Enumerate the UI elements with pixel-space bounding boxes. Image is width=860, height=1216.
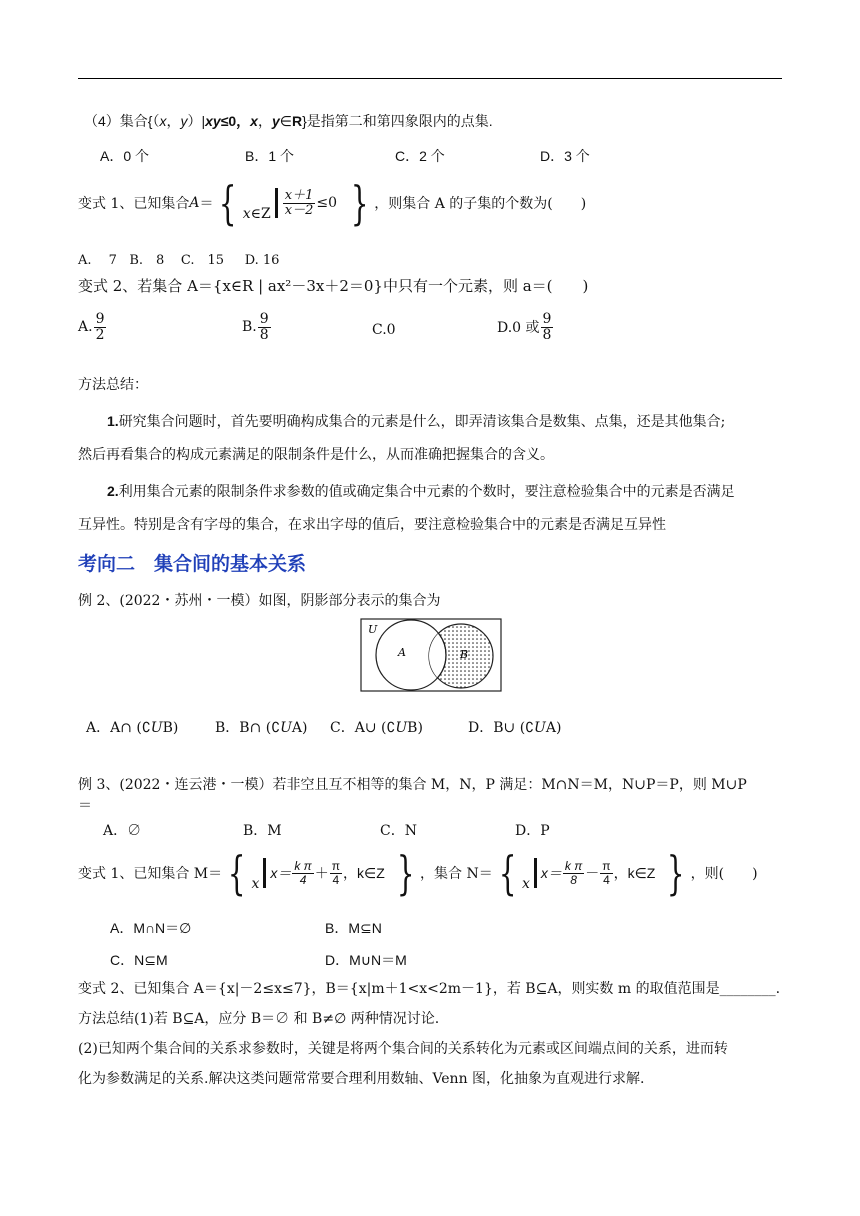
bs1-stem: 变式 1、已知集合 A ＝ { x∈Z $\frac{x+1}{x-2}$ ≤0 } ，则集合 A 的子集的个数为( ) [78, 176, 587, 230]
bs1b-option-c: C．N⊆M [110, 952, 168, 968]
ex2-stem: 例 2、(2022・苏州・一模）如图，阴影部分表示的集合为 [78, 593, 441, 609]
bs2-stem: 变式 2、若集合 A＝{x∈R | ax²－3x＋2＝0}中只有一个元素，则 a＝( ) [78, 277, 589, 295]
summary2-line1: 方法总结(1)若 B⊆A，应分 B＝∅ 和 B≠∅ 两种情况讨论. [78, 1011, 440, 1027]
venn-label-b: B [460, 648, 469, 661]
ex3-option-d: D．P [515, 823, 550, 839]
bs2-option-d: D.0 或 $\frac{9}{8}$ [497, 311, 552, 343]
bs1b-option-a: A．M∩N＝∅ [110, 920, 192, 936]
ex3-option-c: C．N [380, 823, 417, 839]
header-rule [78, 78, 782, 79]
ex3-option-a: A．∅ [103, 823, 142, 839]
bs2-option-b: B. $\frac{9}{8}$ [242, 311, 269, 343]
q4-option-b: B．1 个 [245, 148, 295, 164]
ex2-option-c: C．A∪ (∁𝑈B) [330, 720, 423, 736]
q4-option-c: C．2 个 [395, 148, 445, 164]
bs1b-stem: 变式 1、已知集合 M＝ { x x＝ $\frac{\text{k π}}{4}$ ＋ $\frac{\pi}{4}$ ，k∈Z } ，集合 N＝ { x x＝ $\frac{\text{k π}}{8}$ － $\frac{\pi}{4}$ ，k∈Z } ，则( ) [78, 846, 758, 900]
venn-label-a: A [398, 646, 406, 659]
ex3-stem: 例 3、(2022・连云港・一模）若非空且互不相等的集合 M，N，P 满足：M∩N＝M，N∪P＝P，则 M∪P [78, 777, 747, 793]
bs2b-stem: 变式 2、已知集合 A＝{x|－2≤x≤7}，B＝{x|m＋1<x<2m－1}，若 B⊆A，则实数 m 的取值范围是________. [78, 981, 781, 997]
summary1-p2b: 互异性。特别是含有字母的集合，在求出字母的值后，要注意检验集合中的元素是否满足互异性 [78, 517, 666, 533]
q4-option-a: A．0 个 [100, 148, 150, 164]
bs1b-option-d: D．M∪N＝M [325, 952, 407, 968]
summary1-p2: 2.利用集合元素的限制条件求参数的值或确定集合中元素的个数时，要注意检验集合中的元素是否满足 [107, 483, 735, 500]
q4-option-d: D．3 个 [540, 148, 590, 164]
bs2-option-a: A. $\frac{9}{2}$ [78, 311, 105, 343]
ex2-option-a: A．A∩ (∁𝑈B) [86, 720, 179, 736]
section-heading: 考向二 集合间的基本关系 [78, 553, 307, 575]
q4-stem: （4）集合{（x，y）|xy≤0，x，y∈R}是指第二和第四象限内的点集. [84, 113, 493, 129]
summary1-p1: 1.研究集合问题时，首先要明确构成集合的元素是什么，即弄清该集合是数集、点集，还是其他集合; [107, 413, 726, 430]
bs2-option-c: C.0 [372, 322, 396, 338]
ex2-option-d: D．B∪ (∁𝑈A) [468, 720, 562, 736]
ex3-option-b: B．M [243, 823, 282, 839]
summary2-line3: 化为参数满足的关系.解决这类问题常常要合理利用数轴、Venn 图，化抽象为直观进行求解. [78, 1071, 645, 1087]
venn-diagram [360, 618, 502, 692]
ex2-option-b: B．B∩ (∁𝑈A) [215, 720, 308, 736]
summary1-title: 方法总结： [78, 377, 148, 393]
bs1-options: A. 7 B. 8 C. 15 D. 16 [78, 253, 280, 268]
bs1b-option-b: B．M⊆N [325, 920, 382, 936]
ex3-stem-end: ＝ [78, 798, 92, 814]
summary1-p1b: 然后再看集合的构成元素满足的限制条件是什么，从而准确把握集合的含义。 [78, 447, 554, 463]
summary2-line2: (2)已知两个集合间的关系求参数时，关键是将两个集合间的关系转化为元素或区间端点间的关系，进而转 [78, 1041, 728, 1057]
venn-label-u: U [368, 623, 378, 636]
